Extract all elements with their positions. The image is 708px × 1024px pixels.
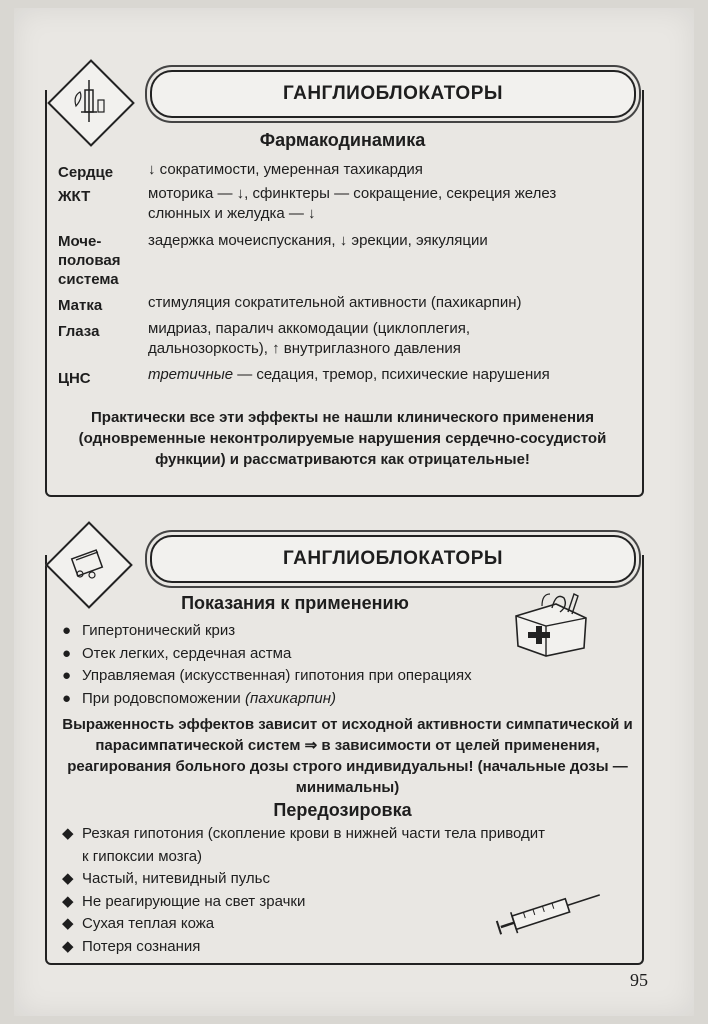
list-item: ● Управляемая (искусственная) гипотония при операциях — [60, 665, 472, 688]
row-text-rest: — седация, тремор, психические нарушения — [233, 366, 550, 383]
list-item: ● Гипертонический криз — [60, 620, 472, 643]
page-number: 95 — [630, 970, 648, 990]
row-label: ЖКТ — [58, 188, 91, 205]
bullet-dot-icon: ● — [62, 622, 72, 639]
row-text: стимуляция сократительной активности (пахикарпин) — [148, 294, 522, 311]
dosage-note: Выраженность эффектов зависит от исходной активности симпатической и парасимпатической систем ⇒ в зависимости от целей применения, реагирования больного дозы строго индивидуальны! (начальные дозы — минимальны) — [62, 716, 633, 796]
bullet-dot-icon: ● — [62, 667, 72, 684]
card-title: ГАНГЛИОБЛОКАТОРЫ — [283, 83, 503, 104]
row-text: мидриаз, паралич аккомодации (циклоплегия, дальнозоркость), ↑ внутриглазного давления — [148, 320, 471, 357]
bullet-diamond-icon: ◆ — [62, 892, 74, 910]
card-header — [150, 70, 636, 118]
row-label: ЦНС — [58, 370, 91, 387]
list-item: ◆ Частый, нитевидный пульс — [60, 868, 550, 891]
row-text: моторика — ↓, сфинктеры — сокращение, секреция желез слюнных и желудка — ↓ — [148, 185, 557, 222]
row-label: Сердце — [58, 164, 114, 181]
row-label: Глаза — [58, 323, 100, 340]
bullet-diamond-icon: ◆ — [62, 937, 74, 955]
card-title: ГАНГЛИОБЛОКАТОРЫ — [283, 548, 503, 569]
indications-title: Показания к применению — [181, 593, 409, 613]
overdose-title: Передозировка — [273, 800, 412, 820]
row-text: ↓ сократимости, умеренная тахикардия — [148, 161, 423, 178]
list-item: ◆ Сухая теплая кожа — [60, 913, 550, 936]
list-item: ◆ Резкая гипотония (скопление крови в нижней части тела приводит к гипоксии мозга) — [62, 825, 546, 865]
conclusion-text: Практически все эти эффекты не нашли клинического применения (одновременные неконтролируемые нарушения сердечно-сосудистой функции) и рассматриваются как отрицательные! — [78, 409, 607, 468]
bullet-diamond-icon: ◆ — [62, 915, 74, 932]
row-label: Матка — [58, 297, 103, 314]
section-title: Фармакодинамика — [259, 130, 426, 150]
list-item: ● Отек легких, сердечная астма — [60, 643, 472, 666]
overdose-list — [60, 823, 550, 958]
row-text-italic: третичные — [148, 366, 234, 383]
pill-box-icon — [62, 538, 112, 588]
bullet-diamond-icon: ◆ — [62, 825, 74, 842]
syringe-icon — [490, 880, 610, 940]
row-label: Моче- половая система — [58, 233, 121, 288]
row-text: задержка мочеиспускания, ↓ эрекции, эякуляции — [148, 232, 488, 249]
bullet-dot-icon: ● — [62, 689, 72, 707]
row-text — [148, 365, 568, 385]
syringe-ampoule-icon — [64, 76, 114, 126]
indications-list — [60, 620, 472, 710]
bullet-diamond-icon: ◆ — [62, 870, 74, 887]
list-item: ◆ Потеря сознания — [60, 936, 550, 959]
card-header — [150, 535, 636, 583]
list-item: ● При родовспоможении (пахикарпин) — [60, 688, 472, 711]
list-item: ◆ Не реагирующие на свет зрачки — [60, 891, 550, 914]
first-aid-bag-icon — [506, 586, 596, 658]
bullet-dot-icon: ● — [62, 644, 72, 662]
